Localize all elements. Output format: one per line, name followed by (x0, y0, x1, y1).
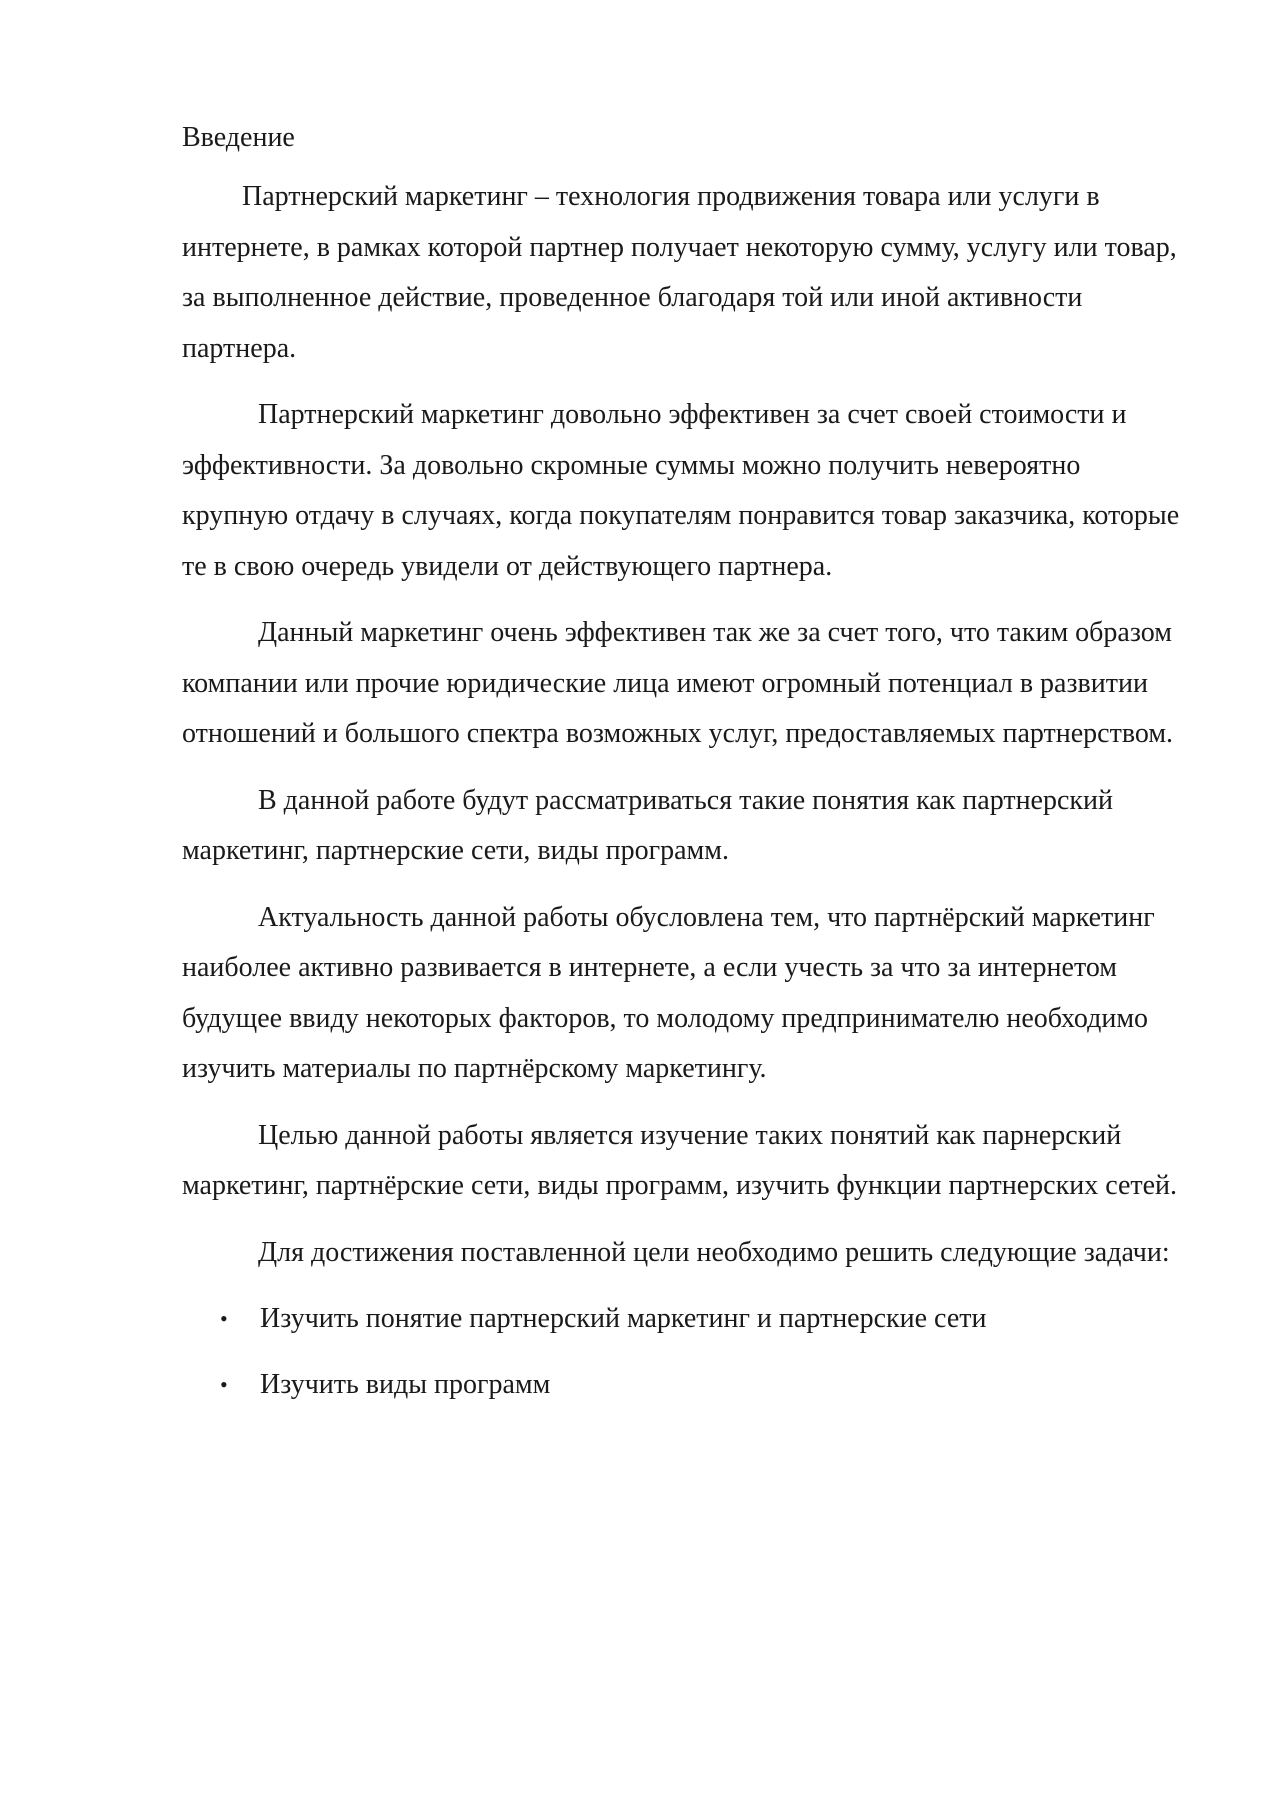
bullet-icon: • (220, 1372, 228, 1397)
paragraph-scope: В данной работе будут рассматриваться такие понятия как партнерский маркетинг, партнерские сети, виды программ. (182, 784, 1113, 866)
paragraph-relevance: Актуальность данной работы обусловлена тем, что партнёрский маркетинг наиболее активно развивается в интернете, а если учесть за что за интернетом будущее ввиду некоторых факторов, то молодому предпринимателю необходимо изучить материалы по партнёрскому маркетингу. (182, 901, 1155, 1084)
list-item (182, 1360, 1192, 1410)
task-text: Изучить виды программ (260, 1369, 551, 1400)
bullet-icon: • (220, 1306, 228, 1331)
paragraph-goal: Целью данной работы является изучение таких понятий как парнерский маркетинг, партнёрские сети, виды программ, изучить функции партнерских сетей. (182, 1119, 1178, 1201)
paragraph-effectiveness: Партнерский маркетинг довольно эффективен за счет своей стоимости и эффективности. За довольно скромные суммы можно получить невероятно крупную отдачу в случаях, когда покупателям понравится товар заказчика, которые те в свою очередь увидели от действующего партнера. (182, 399, 1180, 582)
task-text: Изучить понятие партнерский маркетинг и партнерские сети (260, 1303, 987, 1334)
paragraph-definition: Партнерский маркетинг – технология продвижения товара или услуги в интернете, в рамках которой партнер получает некоторую сумму, услугу или товар, за выполненное действие, проведенное благодаря той или иной активности партнера. (182, 181, 1177, 364)
paragraph-potential: Данный маркетинг очень эффективен так же за счет того, что таким образом компании или прочие юридические лица имеют огромный потенциал в развитии отношений и большого спектра возможных услуг, предоставляемых партнерством. (182, 617, 1174, 749)
document-page (182, 118, 1192, 1426)
task-list (182, 1294, 1192, 1410)
paragraph-tasks-intro: Для достижения поставленной цели необходимо решить следующие задачи: (258, 1236, 1170, 1268)
document-title: Введение (182, 122, 295, 153)
list-item (182, 1294, 1192, 1344)
